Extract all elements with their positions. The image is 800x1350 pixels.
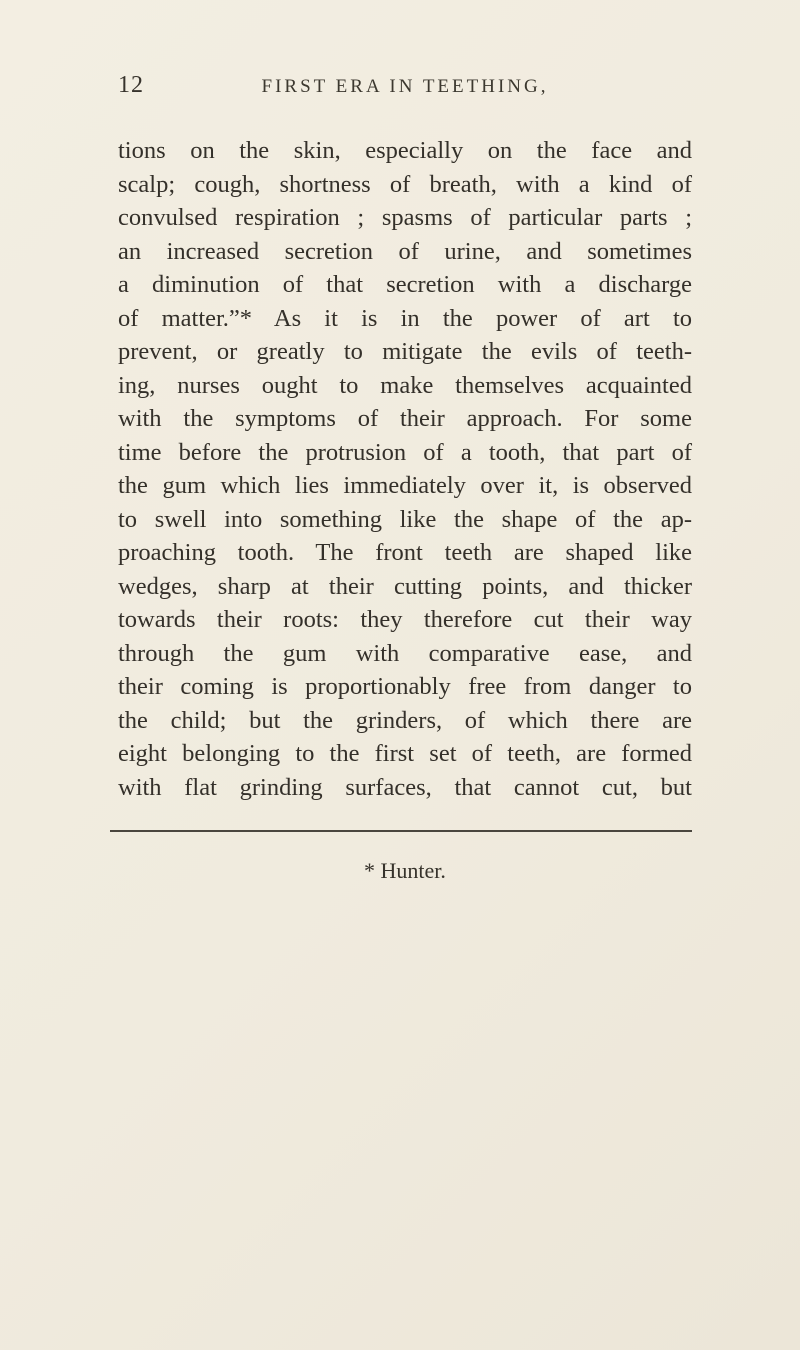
page-content xyxy=(118,70,692,884)
footnote: * Hunter. xyxy=(364,858,446,883)
body-text-line: prevent, or greatly to mitigate the evils of teeth- xyxy=(118,338,692,365)
body-text-line: of matter.”* As it is in the power of art to xyxy=(118,304,692,332)
body-text-line: proaching tooth. The front teeth are shaped like xyxy=(118,539,692,566)
body-text-line: their coming is proportionably free from danger to xyxy=(118,673,692,700)
body-text-line: through the gum with comparative ease, and xyxy=(118,639,692,667)
running-title: FIRST ERA IN TEETHING, xyxy=(261,76,549,97)
body-text-line: tions on the skin, especially on the face and xyxy=(118,137,692,164)
body-text-line: ing, nurses ought to make themselves acquainted xyxy=(118,371,692,399)
page-header xyxy=(118,70,692,104)
body-text-line: an increased secretion of urine, and sometimes xyxy=(118,237,692,265)
body-text-line: the child; but the grinders, of which there are xyxy=(118,706,692,734)
body-text-line: eight belonging to the first set of teeth, are formed xyxy=(118,740,692,767)
body-text-line: time before the protrusion of a tooth, that part of xyxy=(118,438,692,466)
body-text-line: wedges, sharp at their cutting points, and thicker xyxy=(118,572,692,600)
body-text-line: the gum which lies immediately over it, is observed xyxy=(118,472,692,499)
body-text-line: towards their roots: they therefore cut their way xyxy=(118,606,692,633)
body-text-line: scalp; cough, shortness of breath, with a kind of xyxy=(118,170,692,198)
body-text xyxy=(118,134,692,804)
body-text-line: with flat grinding surfaces, that cannot cut, but xyxy=(118,773,692,801)
body-text-line: a diminution of that secretion with a discharge xyxy=(118,271,692,298)
footnote-divider xyxy=(110,830,692,832)
body-text-line: convulsed respiration ; spasms of particular parts ; xyxy=(118,204,692,231)
page-number: 12 xyxy=(118,72,144,98)
body-text-line: with the symptoms of their approach. For some xyxy=(118,405,692,432)
body-text-line: to swell into something like the shape of the ap- xyxy=(118,505,692,533)
